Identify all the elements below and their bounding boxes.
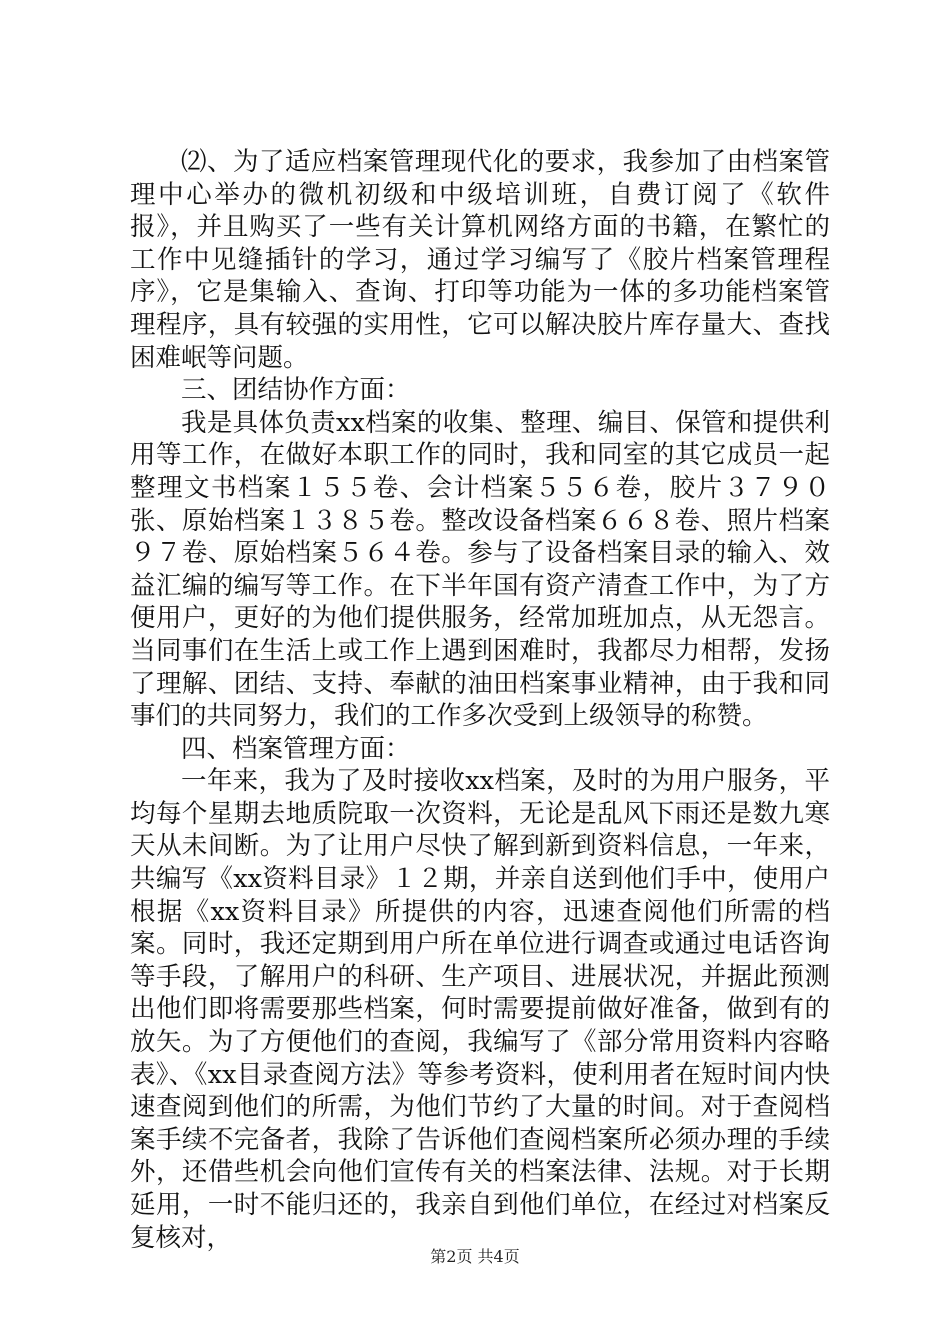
section-heading-teamwork: 三、团结协作方面：	[181, 375, 411, 406]
paragraph-teamwork: 我是具体负责xx档案的收集、整理、编目、保管和提供利用等工作，在做好本职工作的同时，我和同室的其它成员一起整理文书档案１５５卷、会计档案５５６卷，胶片３７９０张、原始档案１３８５卷。整改设备档案６６８卷、照片档案９７卷、原始档案５６４卷。参与了设备档案目录的输入、效益汇编的编写等工作。在下半年国有资产清查工作中，为了方便用户，更好的为他们提供服务，经常加班加点，从无怨言。当同事们在生活上或工作上遇到困难时，我都尽力相帮，发扬了理解、团结、支持、奉献的油田档案事业精神，由于我和同事们的共同努力，我们的工作多次受到上级领导的称赞。	[130, 407, 830, 732]
page-footer: 第2页 共4页	[430, 1247, 520, 1266]
paragraph-item-2: ⑵、为了适应档案管理现代化的要求，我参加了由档案管理中心举办的微机初级和中级培训班，自费订阅了《软件报》，并且购买了一些有关计算机网络方面的书籍，在繁忙的工作中见缝插针的学习，通过学习编写了《胶片档案管理程序》，它是集输入、查询、打印等功能为一体的多功能档案管理程序，具有较强的实用性，它可以解决胶片库存量大、查找困难岷等问题。	[130, 147, 830, 373]
paragraph-archive-management: 一年来，我为了及时接收xx档案，及时的为用户服务，平均每个星期去地质院取一次资料，无论是乱风下雨还是数九寒天从未间断。为了让用户尽快了解到新到资料信息，一年来，共编写《xx资料目录》１２期，并亲自送到他们手中，使用户根据《xx资料目录》所提供的内容，迅速查阅他们所需的档案。同时，我还定期到用户所在单位进行调查或通过电话咨询等手段，了解用户的科研、生产项目、进展状况，并据此预测出他们即将需要那些档案，何时需要提前做好准备，做到有的放矢。为了方便他们的查阅，我编写了《部分常用资料内容略表》、《xx目录查阅方法》等参考资料，使利用者在短时间内快速查阅到他们的所需，为他们节约了大量的时间。对于查阅档案手续不完备者，我除了告诉他们查阅档案所必须办理的手续外，还借些机会向他们宣传有关的档案法律、法规。对于长期延用，一时不能归还的，我亲自到他们单位，在经过对档案反复核对，	[130, 766, 830, 1253]
section-heading-archive-management: 四、档案管理方面：	[181, 733, 411, 764]
document-body	[130, 146, 830, 1254]
